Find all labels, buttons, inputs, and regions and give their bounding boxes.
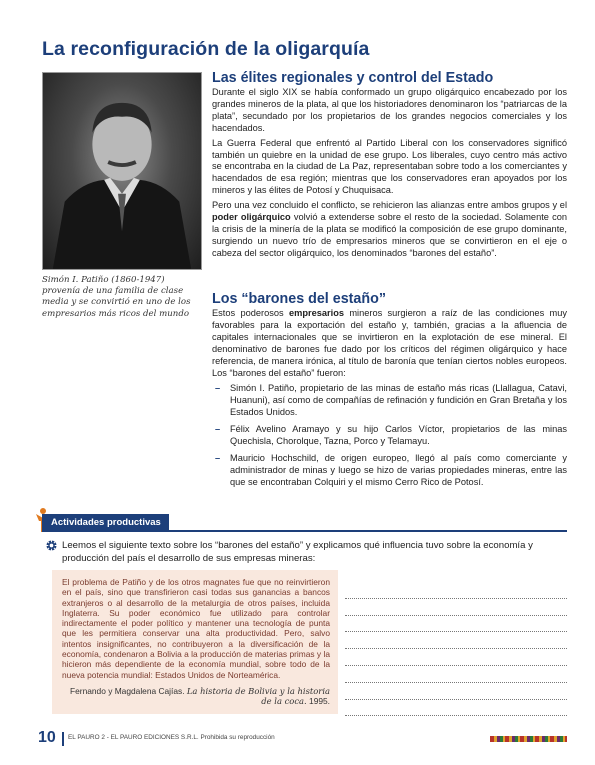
answer-line[interactable] — [345, 683, 567, 700]
bold-term: poder oligárquico — [212, 212, 291, 223]
quote-text: El problema de Patiño y de los otros magnates fue que no reinvirtieron en el país, sino que transfirieron casi todas sus ganancias a bancos extranjeros o al desarrollo de la metalurgia de otros países, incluida Inglaterra. Su poder económico fue utilizado para controlar indirectamente el poder político y mantener una tecnología de punta que les permitiera conservar una alta productividad. Pero, salvo intentos insignificantes, no contribuyeron a la diversificación de la economía, condenaron a Bolivia a la producción de materias primas y la hicieron más dependiente de la economía mundial, sobre todo de la nueva potencia mundial: Estados Unidos de Norteamérica. — [62, 577, 330, 680]
paragraph: La Guerra Federal que enfrentó al Partido Liberal con los conservadores significó también un quiebre en la unidad de ese grupo. Los liberales, cuyo centro más activo se encontraba en la ciudad de La Paz, representaban sobre todo a los comerciantes y hacendados de esa región; mientras que los conservadores eran apoyados por los mineros y las élites de Potosí y Chuquisaca. — [212, 137, 567, 196]
portrait-photo — [42, 72, 202, 270]
bold-term: empresarios — [288, 308, 344, 318]
dash-icon: – — [215, 452, 221, 463]
footer-text: EL PAURO 2 - EL PAURO EDICIONES S.R.L. Prohibida su reproducción — [68, 734, 275, 741]
activity-divider — [42, 530, 567, 532]
activity-instruction — [46, 539, 566, 565]
gear-icon — [46, 540, 57, 551]
answer-line[interactable] — [345, 599, 567, 616]
paragraph: Pero una vez concluido el conflicto, se rehicieron las alianzas entre ambos grupos y el poder oligárquico volvió a extenderse sobre el resto de la sociedad. Solamente con la crisis de la minería de la plata se modificó la composición de ese grupo dominante, surgiendo un nuevo trío de empresarios mineros que se convirtieron en el eje o cabeza del sector oligárquico, los denominados “barones del estaño”. — [212, 200, 568, 258]
portrait-figure — [43, 73, 201, 269]
answer-line[interactable] — [345, 700, 567, 717]
list-item: – Félix Avelino Aramayo y su hijo Carlos Víctor, propietarios de las minas Quechisla, Chorolque, Tazna, Porco y Telamayu. — [215, 424, 567, 447]
answer-line[interactable] — [345, 666, 567, 683]
instruction-text: Leemos el siguiente texto sobre los “barones del estaño” y explicamos qué influencia tuvo sobre la economía y producción del país el desarrollo de sus empresas mineras: — [62, 540, 533, 564]
section-elites — [212, 69, 567, 263]
footer-divider — [62, 732, 64, 746]
answer-line[interactable] — [345, 616, 567, 633]
decorative-band — [490, 736, 567, 742]
answer-line[interactable] — [345, 632, 567, 649]
paragraph: Durante el siglo XIX se había conformado un grupo oligárquico encabezado por los grandes mineros de la plata, al que los historiadores denominaron los “patriarcas de la plata”, secundado por los propietarios de los grandes negocios comerciales y los hacendados. — [212, 87, 567, 133]
paragraph: Estos poderosos empresarios mineros surgieron a raíz de las condiciones muy favorables para la exportación del estaño y, también, gracias a la afluencia de capitales internacionales que se invirtieron en la explotación de ese mineral. El denominativo de barones fue dado por los críticos del régimen oligárquico y hace referencia, de manera irónica, al título de baronía que tenían ciertos nobles europeos. Los “barones del estaño” fueron: — [212, 308, 567, 378]
heading-elites: Las élites regionales y control del Estado — [212, 70, 494, 86]
quote-box — [52, 570, 338, 714]
answer-line[interactable] — [345, 649, 567, 666]
page-footer — [38, 728, 567, 750]
heading-barones: Los “barones del estaño” — [212, 291, 386, 307]
section-barones — [212, 290, 567, 494]
list-item: – Simón I. Patiño, propietario de las minas de estaño más ricas (Llallagua, Catavi, Huanuni), así como de compañías de refinación y fundición en Gran Bretaña y los Estados Unidos. — [215, 383, 567, 418]
answer-line[interactable] — [345, 582, 567, 599]
portrait-caption: Simón I. Patiño (1860-1947) provenía de una familia de clase media y se convirtió en uno de los empresarios más ricos del mundo — [42, 275, 191, 319]
dash-icon: – — [215, 383, 221, 394]
page-title: La reconfiguración de la oligarquía — [42, 38, 370, 60]
activity-label: Actividades productivas — [42, 514, 169, 531]
dash-icon: – — [215, 424, 221, 435]
quote-source: Fernando y Magdalena Cajías. La historia de Bolivia y la historia de la coca. 1995. — [70, 685, 330, 707]
answer-lines[interactable] — [345, 582, 567, 716]
barones-list — [212, 383, 567, 488]
list-item: – Mauricio Hochschild, de origen europeo, llegó al país como comerciante y administrador de minas y luego se hizo de varias propiedades mineras, entre las que se encontraban Colquiri y el mismo Cerro Rico de Potosí. — [215, 452, 567, 487]
page-number: 10 — [38, 729, 56, 746]
